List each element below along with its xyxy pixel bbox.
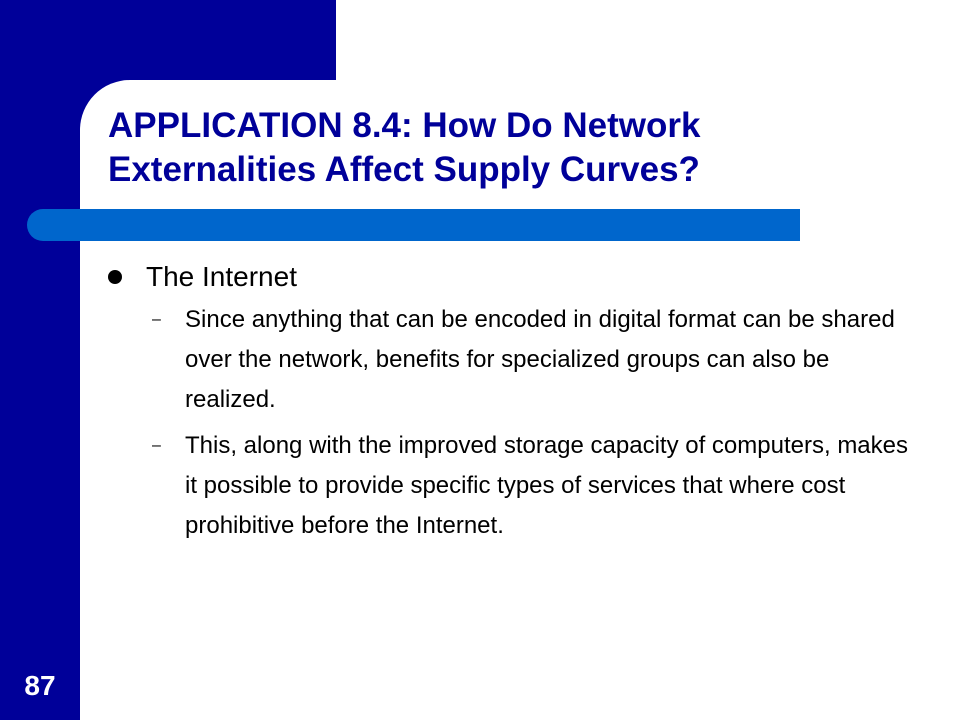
title-divider-bar	[27, 209, 800, 241]
bullet-item	[108, 256, 908, 298]
title-line-2: Externalities Affect Supply Curves?	[108, 150, 700, 189]
sub-list	[108, 300, 908, 546]
slide-content	[108, 256, 908, 552]
bullet-text: The Internet	[146, 261, 297, 292]
sub-item	[108, 300, 908, 420]
dash-icon: –	[152, 311, 161, 328]
sub-item-text: Since anything that can be encoded in digital format can be shared over the network, benefits for specialized groups can also be realized.	[185, 306, 895, 413]
frame-top-block	[0, 0, 336, 80]
sub-item-text: This, along with the improved storage capacity of computers, makes it possible to provide specific types of services that where cost prohibitive before the Internet.	[185, 432, 908, 539]
slide-title	[108, 104, 908, 192]
slide-number: 87	[24, 670, 56, 701]
sub-item	[108, 426, 908, 546]
frame-left-bar	[0, 0, 80, 720]
title-line-1: APPLICATION 8.4: How Do Network	[108, 106, 701, 145]
dash-icon: –	[152, 437, 161, 454]
bullet-dot-icon	[108, 270, 122, 284]
